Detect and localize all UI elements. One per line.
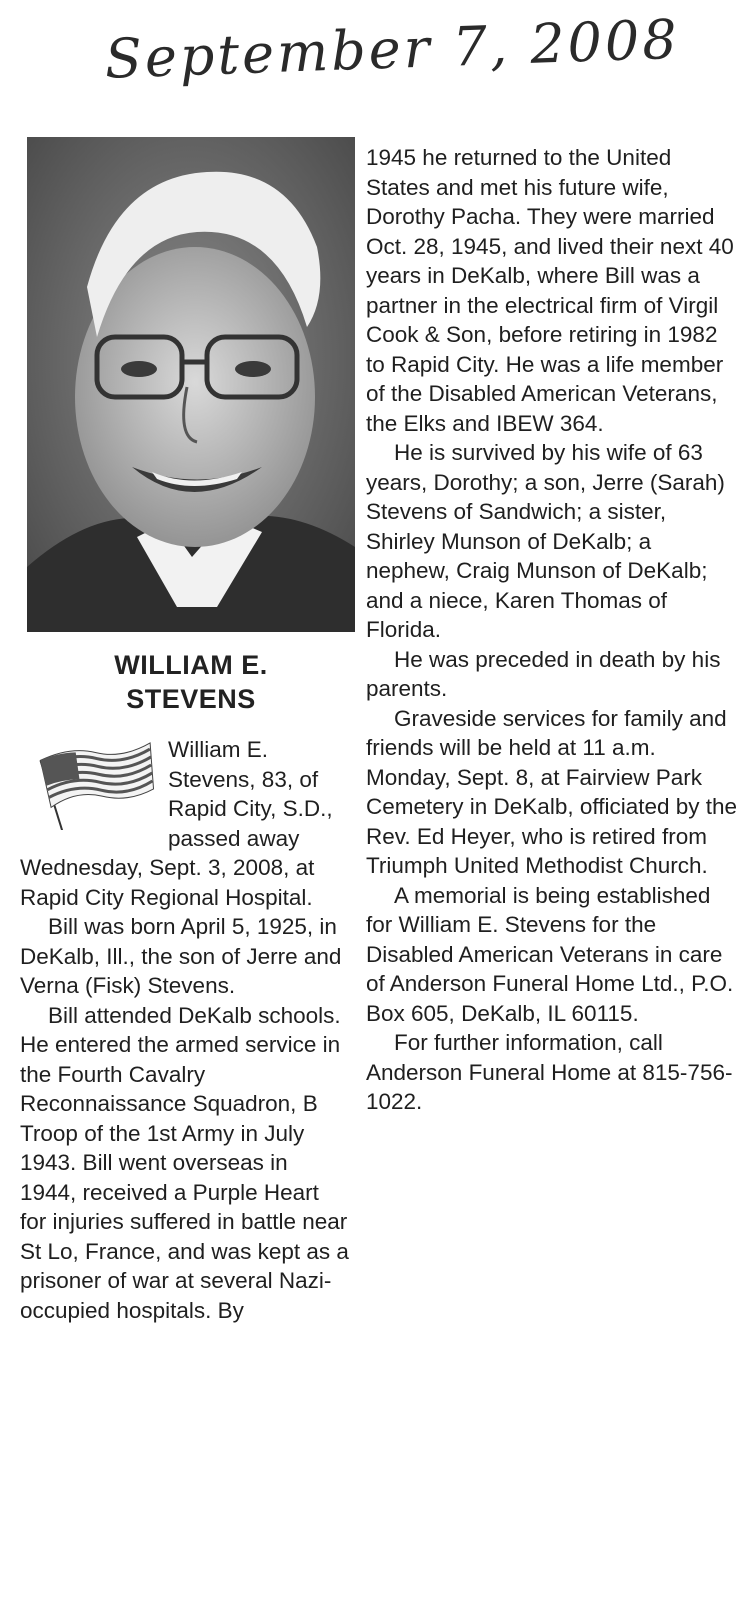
portrait-photo (27, 137, 355, 632)
paragraph-memorial: A memorial is being established for William E. Stevens for the Disabled American Veterans in care of Anderson Funeral Home Ltd., P.O. Box 605, DeKalb, IL 60115. (366, 882, 734, 1026)
paragraph-survivors: He is survived by his wife of 63 years, Dorothy; a son, Jerre (Sarah) Stevens of Sandwich; a sister, Shirley Munson of DeKalb; a nephew, Craig Munson of DeKalb; and a niece, Karen Thomas of Florida. (366, 440, 725, 642)
paragraph-birth: Bill was born April 5, 1925, in DeKalb, Ill., the son of Jerre and Verna (Fisk) Stevens. (20, 914, 342, 998)
paragraph-death-notice: William E. Stevens, 83, of Rapid City, S.D., passed away Wednesday, Sept. 3, 2008, at Rapid City Regional Hospital. (20, 737, 333, 910)
paragraph-marriage-career: 1945 he returned to the United States and met his future wife, Dorothy Pacha. They were married Oct. 28, 1945, and lived their next 40 years in DeKalb, where Bill was a partner in the electrical firm of Virgil Cook & Son, before retiring in 1982 to Rapid City. He was a life member of the Disabled American Veterans, the Elks and IBEW 364. (366, 145, 734, 436)
paragraph-preceded: He was preceded in death by his parents. (366, 646, 721, 701)
obituary-column-right (366, 143, 738, 1117)
obituary-column-left (20, 735, 350, 1325)
obituary-name-line2: STEVENS (126, 684, 256, 714)
paragraph-services: Graveside services for family and friends will be held at 11 a.m. Monday, Sept. 8, at Fairview Park Cemetery in DeKalb, officiated by the Rev. Ed Heyer, who is retired from Triumph United Methodist Church. (366, 705, 738, 878)
paragraph-military-service: Bill attended DeKalb schools. He entered the armed service in the Fourth Cavalry Reconnaissance Squadron, B Troop of the 1st Army in July 1943. Bill went overseas in 1944, received a Purple Heart for injuries suffered in battle near St Lo, France, and was kept as a prisoner of war at several Nazi-occupied hospitals. By (20, 1002, 349, 1323)
flag-spacer (20, 735, 168, 853)
paragraph-contact: For further information, call Anderson Funeral Home at 815-756-1022. (366, 1030, 733, 1114)
obituary-name-line1: WILLIAM E. (114, 650, 268, 680)
handwritten-date: September 7, 2008 (103, 7, 681, 91)
